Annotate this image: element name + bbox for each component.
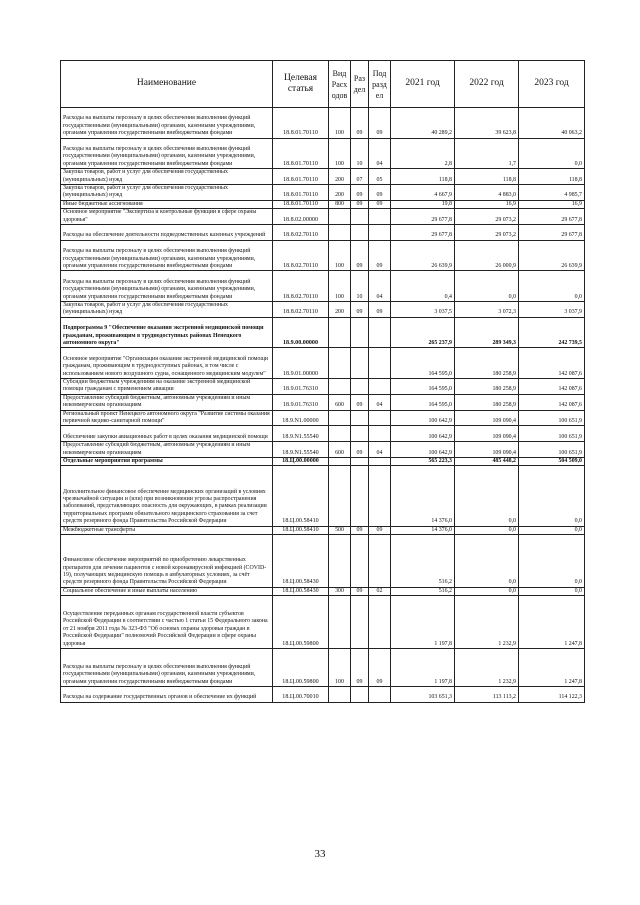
row-name-cell: Иные бюджетные ассигнования xyxy=(61,200,273,208)
row-expense-kind-cell xyxy=(329,466,351,526)
row-2023-cell: 114 122,3 xyxy=(519,687,585,703)
row-2023-cell: 29 677,8 xyxy=(519,209,585,225)
row-2021-cell: 14 376,0 xyxy=(391,526,455,534)
row-2023-cell: 29 677,8 xyxy=(519,225,585,241)
row-subsection-cell: 09 xyxy=(369,240,391,271)
row-name-cell: Региональный проект Ненецкого автономного округа "Развитие системы оказания первичной медико-санитарной помощи" xyxy=(61,410,273,426)
row-subsection-cell xyxy=(369,596,391,649)
row-2021-cell: 265 237,9 xyxy=(391,317,455,348)
row-name-cell: Субсидии бюджетным учреждениям на оказание экстренной медицинской помощи гражданам с применением авиации xyxy=(61,379,273,395)
row-expense-kind-cell xyxy=(329,348,351,379)
row-section-cell xyxy=(351,466,369,526)
row-expense-kind-cell xyxy=(329,687,351,703)
row-2021-cell: 164 595,0 xyxy=(391,394,455,410)
row-name-cell: Межбюджетные трансферты xyxy=(61,526,273,534)
header-subsection: Подраздел xyxy=(369,61,391,108)
row-2022-cell: 109 090,4 xyxy=(455,442,519,458)
header-2022: 2022 год xyxy=(455,61,519,108)
row-2021-cell: 103 651,3 xyxy=(391,687,455,703)
row-section-cell xyxy=(351,426,369,442)
table-row xyxy=(61,526,585,534)
row-subsection-cell xyxy=(369,535,391,588)
row-expense-kind-cell: 600 xyxy=(329,394,351,410)
row-expense-kind-cell xyxy=(329,209,351,225)
row-name-cell: Расходы на выплаты персоналу в целях обеспечения выполнения функций государственными (муниципальными) органами, казенными учреждениями, органами управления государственными внебюджетными фондами xyxy=(61,649,273,687)
row-2023-cell: 16,9 xyxy=(519,200,585,208)
row-subsection-cell xyxy=(369,426,391,442)
row-section-cell: 09 xyxy=(351,526,369,534)
budget-table-sheet xyxy=(60,60,584,703)
row-target-article-cell: 18.Ц.00.58410 xyxy=(273,466,329,526)
row-name-cell: Расходы на выплаты персоналу в целях обеспечения выполнения функций государственными (муниципальными) органами, казенными учреждениями, органами управления государственными внебюджетными фондами xyxy=(61,138,273,169)
row-2023-cell: 0,0 xyxy=(519,271,585,302)
row-2021-cell: 0,4 xyxy=(391,271,455,302)
row-2021-cell: 118,8 xyxy=(391,169,455,185)
row-subsection-cell xyxy=(369,209,391,225)
row-2022-cell: 1 232,9 xyxy=(455,596,519,649)
row-2023-cell: 242 739,5 xyxy=(519,317,585,348)
row-expense-kind-cell: 100 xyxy=(329,240,351,271)
table-row xyxy=(61,169,585,185)
row-2022-cell: 289 349,3 xyxy=(455,317,519,348)
row-2022-cell: 4 883,0 xyxy=(455,185,519,201)
row-subsection-cell: 05 xyxy=(369,169,391,185)
row-2023-cell: 1 247,8 xyxy=(519,649,585,687)
row-section-cell xyxy=(351,379,369,395)
table-row xyxy=(61,302,585,318)
row-2021-cell: 516,2 xyxy=(391,535,455,588)
row-expense-kind-cell: 100 xyxy=(329,108,351,139)
row-section-cell: 09 xyxy=(351,587,369,595)
row-2023-cell: 0,0 xyxy=(519,466,585,526)
row-target-article-cell: 18.9.N1.55540 xyxy=(273,426,329,442)
row-subsection-cell xyxy=(369,466,391,526)
row-expense-kind-cell: 200 xyxy=(329,185,351,201)
row-name-cell: Предоставление субсидий бюджетным, автономным учреждениям и иным некоммерческим организациям xyxy=(61,442,273,458)
row-target-article-cell: 18.8.02.70110 xyxy=(273,271,329,302)
header-row xyxy=(61,61,585,108)
row-expense-kind-cell xyxy=(329,410,351,426)
row-2022-cell: 109 090,4 xyxy=(455,410,519,426)
row-target-article-cell: 18.8.02.00000 xyxy=(273,209,329,225)
row-name-cell: Финансовое обеспечение мероприятий по приобретению лекарственных препаратов для лечения пациентов с новой коронавирусной инфекцией (COVID-19), получающих медицинскую помощь в амбулаторных условиях, за счёт средств резервного фонда Правительства Российской Федерации xyxy=(61,535,273,588)
table-row xyxy=(61,240,585,271)
row-name-cell: Социальное обеспечение и иные выплаты населению xyxy=(61,587,273,595)
table-row xyxy=(61,466,585,526)
row-subsection-cell: 02 xyxy=(369,587,391,595)
table-row xyxy=(61,535,585,588)
row-2022-cell: 0,0 xyxy=(455,466,519,526)
row-2022-cell: 180 258,9 xyxy=(455,394,519,410)
row-expense-kind-cell: 800 xyxy=(329,200,351,208)
row-subsection-cell xyxy=(369,379,391,395)
row-target-article-cell: 18.Ц.00.70010 xyxy=(273,687,329,703)
row-2023-cell: 26 639,9 xyxy=(519,240,585,271)
table-row xyxy=(61,138,585,169)
row-subsection-cell: 09 xyxy=(369,526,391,534)
row-subsection-cell xyxy=(369,458,391,466)
row-expense-kind-cell xyxy=(329,225,351,241)
table-row xyxy=(61,379,585,395)
header-section: Раздел xyxy=(351,61,369,108)
row-2023-cell: 0,0 xyxy=(519,535,585,588)
row-expense-kind-cell: 500 xyxy=(329,526,351,534)
row-2022-cell: 0,0 xyxy=(455,587,519,595)
row-section-cell: 09 xyxy=(351,108,369,139)
row-subsection-cell xyxy=(369,687,391,703)
row-2021-cell: 14 376,0 xyxy=(391,466,455,526)
row-section-cell: 09 xyxy=(351,302,369,318)
row-section-cell xyxy=(351,458,369,466)
row-name-cell: Расходы на содержание государственных органов и обеспечение их функций xyxy=(61,687,273,703)
header-name: Наименование xyxy=(61,61,273,108)
row-2021-cell: 1 197,8 xyxy=(391,649,455,687)
row-subsection-cell: 09 xyxy=(369,649,391,687)
row-2023-cell: 1 247,8 xyxy=(519,596,585,649)
row-2022-cell: 0,0 xyxy=(455,526,519,534)
row-target-article-cell: 18.9.01.76310 xyxy=(273,379,329,395)
row-section-cell: 09 xyxy=(351,185,369,201)
row-section-cell: 07 xyxy=(351,169,369,185)
row-2021-cell: 100 642,9 xyxy=(391,426,455,442)
table-row xyxy=(61,596,585,649)
row-expense-kind-cell: 300 xyxy=(329,587,351,595)
row-section-cell: 09 xyxy=(351,442,369,458)
row-expense-kind-cell xyxy=(329,458,351,466)
row-2022-cell: 113 113,2 xyxy=(455,687,519,703)
budget-table xyxy=(60,60,585,703)
row-2022-cell: 29 073,2 xyxy=(455,225,519,241)
table-row xyxy=(61,209,585,225)
row-2022-cell: 0,0 xyxy=(455,535,519,588)
row-section-cell: 09 xyxy=(351,649,369,687)
row-target-article-cell: 18.8.02.70110 xyxy=(273,225,329,241)
row-section-cell xyxy=(351,687,369,703)
table-row xyxy=(61,442,585,458)
row-2022-cell: 26 000,9 xyxy=(455,240,519,271)
row-name-cell: Предоставление субсидий бюджетным, автономным учреждениям и иным некоммерческим организациям xyxy=(61,394,273,410)
row-name-cell: Подпрограмма 9 "Обеспечение оказания экстренной медицинской помощи гражданам, проживающим в труднодоступных районах Ненецкого автономного округа" xyxy=(61,317,273,348)
table-row xyxy=(61,225,585,241)
table-row xyxy=(61,649,585,687)
row-2023-cell: 504 509,0 xyxy=(519,458,585,466)
row-target-article-cell: 18.Ц.00.00000 xyxy=(273,458,329,466)
row-target-article-cell: 18.Ц.00.58410 xyxy=(273,526,329,534)
row-target-article-cell: 18.8.01.70110 xyxy=(273,138,329,169)
row-subsection-cell xyxy=(369,317,391,348)
row-2022-cell: 0,0 xyxy=(455,271,519,302)
row-name-cell: Расходы на обеспечение деятельности подведомственных казенных учреждений xyxy=(61,225,273,241)
row-2023-cell: 40 063,2 xyxy=(519,108,585,139)
row-2023-cell: 142 087,6 xyxy=(519,379,585,395)
row-expense-kind-cell xyxy=(329,596,351,649)
row-target-article-cell: 18.9.N1.00000 xyxy=(273,410,329,426)
row-2021-cell: 100 642,9 xyxy=(391,410,455,426)
row-name-cell: Дополнительное финансовое обеспечение медицинских организаций в условиях чрезвычайной ситуации и (или) при возникновении угрозы распространения заболеваний, представляющих опасность для окружающих, в рамках реализации территориальных программ обязательного медицинского страхования за счет средств резервного фонда Правительства Российской Федерации xyxy=(61,466,273,526)
row-name-cell: Расходы на выплаты персоналу в целях обеспечения выполнения функций государственными (муниципальными) органами, казенными учреждениями, органами управления государственными внебюджетными фондами xyxy=(61,271,273,302)
row-2021-cell: 29 677,8 xyxy=(391,225,455,241)
row-target-article-cell: 18.9.01.00000 xyxy=(273,348,329,379)
row-2021-cell: 26 639,9 xyxy=(391,240,455,271)
row-2022-cell: 1,7 xyxy=(455,138,519,169)
table-row xyxy=(61,271,585,302)
row-2021-cell: 19,8 xyxy=(391,200,455,208)
row-2021-cell: 4 667,9 xyxy=(391,185,455,201)
row-target-article-cell: 18.8.02.70110 xyxy=(273,240,329,271)
row-2022-cell: 1 232,9 xyxy=(455,649,519,687)
row-2023-cell: 100 651,9 xyxy=(519,442,585,458)
table-row xyxy=(61,458,585,466)
row-2023-cell: 100 651,9 xyxy=(519,426,585,442)
row-section-cell: 09 xyxy=(351,200,369,208)
row-section-cell xyxy=(351,209,369,225)
row-2021-cell: 3 037,5 xyxy=(391,302,455,318)
row-expense-kind-cell: 100 xyxy=(329,649,351,687)
row-2022-cell: 3 072,3 xyxy=(455,302,519,318)
row-target-article-cell: 18.8.02.70110 xyxy=(273,302,329,318)
row-target-article-cell: 18.Ц.00.59800 xyxy=(273,649,329,687)
row-expense-kind-cell: 200 xyxy=(329,302,351,318)
row-name-cell: Закупка товаров, работ и услуг для обеспечения государственных (муниципальных) нужд xyxy=(61,169,273,185)
table-row xyxy=(61,687,585,703)
header-2023: 2023 год xyxy=(519,61,585,108)
row-target-article-cell: 18.Ц.00.58430 xyxy=(273,587,329,595)
row-2022-cell: 180 258,9 xyxy=(455,348,519,379)
row-section-cell xyxy=(351,410,369,426)
row-expense-kind-cell: 600 xyxy=(329,442,351,458)
row-subsection-cell: 09 xyxy=(369,302,391,318)
row-target-article-cell: 18.8.01.70110 xyxy=(273,169,329,185)
row-2022-cell: 16,9 xyxy=(455,200,519,208)
row-name-cell: Закупка товаров, работ и услуг для обеспечения государственных (муниципальных) нужд xyxy=(61,185,273,201)
row-2021-cell: 100 642,9 xyxy=(391,442,455,458)
row-section-cell: 10 xyxy=(351,138,369,169)
row-section-cell xyxy=(351,348,369,379)
row-2022-cell: 485 448,2 xyxy=(455,458,519,466)
row-2023-cell: 118,8 xyxy=(519,169,585,185)
row-2021-cell: 1 197,8 xyxy=(391,596,455,649)
row-expense-kind-cell: 200 xyxy=(329,169,351,185)
row-expense-kind-cell xyxy=(329,379,351,395)
row-name-cell: Отдельные мероприятия программы xyxy=(61,458,273,466)
row-2021-cell: 2,8 xyxy=(391,138,455,169)
table-row xyxy=(61,394,585,410)
table-row xyxy=(61,410,585,426)
row-target-article-cell: 18.8.01.70110 xyxy=(273,200,329,208)
row-2022-cell: 29 073,2 xyxy=(455,209,519,225)
page-number: 33 xyxy=(314,848,326,860)
table-row xyxy=(61,108,585,139)
row-target-article-cell: 18.8.01.70110 xyxy=(273,185,329,201)
header-2021: 2021 год xyxy=(391,61,455,108)
table-row xyxy=(61,200,585,208)
row-expense-kind-cell xyxy=(329,317,351,348)
row-expense-kind-cell: 100 xyxy=(329,271,351,302)
row-target-article-cell: 18.8.01.70110 xyxy=(273,108,329,139)
row-2023-cell: 0,0 xyxy=(519,526,585,534)
row-subsection-cell xyxy=(369,410,391,426)
row-2023-cell: 4 985,7 xyxy=(519,185,585,201)
row-subsection-cell: 04 xyxy=(369,442,391,458)
row-section-cell xyxy=(351,596,369,649)
row-section-cell xyxy=(351,535,369,588)
row-target-article-cell: 18.9.01.76310 xyxy=(273,394,329,410)
row-subsection-cell: 04 xyxy=(369,271,391,302)
row-section-cell: 09 xyxy=(351,394,369,410)
row-expense-kind-cell: 100 xyxy=(329,138,351,169)
row-name-cell: Расходы на выплаты персоналу в целях обеспечения выполнения функций государственными (муниципальными) органами, казенными учреждениями, органами управления государственными внебюджетными фондами xyxy=(61,240,273,271)
row-2022-cell: 39 623,8 xyxy=(455,108,519,139)
row-2021-cell: 516,2 xyxy=(391,587,455,595)
table-row xyxy=(61,348,585,379)
row-subsection-cell: 09 xyxy=(369,200,391,208)
row-2021-cell: 40 289,2 xyxy=(391,108,455,139)
row-section-cell xyxy=(351,317,369,348)
row-name-cell: Обеспечение закупки авиационных работ в целях оказания медицинской помощи xyxy=(61,426,273,442)
row-subsection-cell: 04 xyxy=(369,138,391,169)
row-subsection-cell: 09 xyxy=(369,108,391,139)
row-name-cell: Осуществление переданных органам государственной власти субъектов Российской Федерации в соответствии с частью 1 статьи 15 Федерального закона от 21 ноября 2011 года № 323-ФЗ "Об основах охраны здоровья граждан в Российской Федерации" полномочий Российской Федерации в сфере охраны здоровья xyxy=(61,596,273,649)
row-section-cell: 10 xyxy=(351,271,369,302)
row-2021-cell: 164 595,0 xyxy=(391,348,455,379)
row-expense-kind-cell xyxy=(329,535,351,588)
row-section-cell xyxy=(351,225,369,241)
row-name-cell: Основное мероприятие "Экспертиза и контрольные функции в сфере охраны здоровья" xyxy=(61,209,273,225)
row-2023-cell: 142 087,6 xyxy=(519,394,585,410)
row-2023-cell: 100 651,9 xyxy=(519,410,585,426)
row-target-article-cell: 18.9.00.00000 xyxy=(273,317,329,348)
row-2023-cell: 3 037,9 xyxy=(519,302,585,318)
table-row xyxy=(61,426,585,442)
row-2021-cell: 29 677,8 xyxy=(391,209,455,225)
row-2021-cell: 164 595,0 xyxy=(391,379,455,395)
row-2023-cell: 0,0 xyxy=(519,138,585,169)
table-row xyxy=(61,317,585,348)
row-2023-cell: 142 087,6 xyxy=(519,348,585,379)
row-subsection-cell: 04 xyxy=(369,394,391,410)
row-name-cell: Основное мероприятие "Организация оказания экстренной медицинской помощи гражданам, проживающим в труднодоступных районах, в том числе с использованием нового воздушного судна, оснащенного медицинским модулем" xyxy=(61,348,273,379)
row-2022-cell: 109 090,4 xyxy=(455,426,519,442)
table-row xyxy=(61,185,585,201)
header-expense-kind: Вид Расходов xyxy=(329,61,351,108)
row-2023-cell: 0,0 xyxy=(519,587,585,595)
row-2021-cell: 565 223,3 xyxy=(391,458,455,466)
row-target-article-cell: 18.Ц.00.58430 xyxy=(273,535,329,588)
row-2022-cell: 118,8 xyxy=(455,169,519,185)
header-target-article: Целевая статья xyxy=(273,61,329,108)
row-name-cell: Закупка товаров, работ и услуг для обеспечения государственных (муниципальных) нужд xyxy=(61,302,273,318)
row-subsection-cell xyxy=(369,348,391,379)
table-row xyxy=(61,587,585,595)
row-section-cell: 09 xyxy=(351,240,369,271)
row-subsection-cell xyxy=(369,225,391,241)
row-expense-kind-cell xyxy=(329,426,351,442)
row-target-article-cell: 18.9.N1.55540 xyxy=(273,442,329,458)
table-body xyxy=(61,108,585,703)
row-target-article-cell: 18.Ц.00.59800 xyxy=(273,596,329,649)
row-name-cell: Расходы на выплаты персоналу в целях обеспечения выполнения функций государственными (муниципальными) органами, казенными учреждениями, органами управления государственными внебюджетными фондами xyxy=(61,108,273,139)
row-subsection-cell: 09 xyxy=(369,185,391,201)
row-2022-cell: 180 258,9 xyxy=(455,379,519,395)
